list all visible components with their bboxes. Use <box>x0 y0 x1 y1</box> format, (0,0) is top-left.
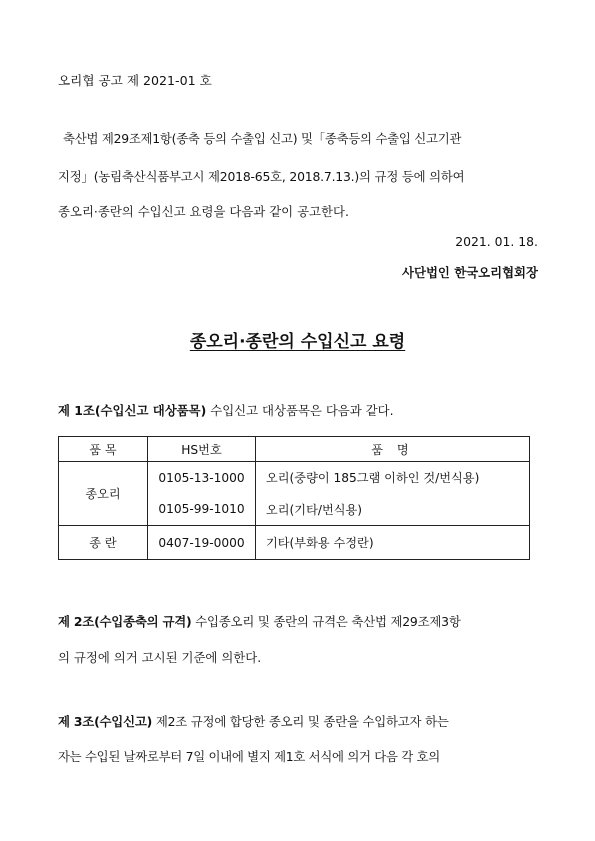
intro-line-3: 종오리·종란의 수입신고 요령을 다음과 같이 공고한다. <box>58 204 349 219</box>
hs-code-cell: 0105-99-1010 <box>148 494 256 526</box>
article-2-line-2: 의 규정에 의거 고시된 기준에 의한다. <box>58 650 262 665</box>
article-1-text: 수입신고 대상품목은 다음과 같다. <box>210 403 394 418</box>
table-header-row <box>59 437 530 462</box>
article-3-line-1 <box>58 712 449 730</box>
product-name-cell: 오리(기타/번식용) <box>256 494 530 526</box>
article-1 <box>58 401 394 419</box>
product-name-cell: 오리(중량이 185그램 이하인 것/번식용) <box>256 462 530 494</box>
product-name-cell: 기타(부화용 수정란) <box>256 526 530 560</box>
article-2-text: 수입종오리 및 종란의 규격은 축산법 제29조제3항 <box>195 614 461 629</box>
table-row <box>59 462 530 494</box>
article-2-line-1 <box>58 612 461 630</box>
hs-code-cell: 0407-19-0000 <box>148 526 256 560</box>
article-2-heading: 제 2조(수입종축의 규격) <box>58 614 192 629</box>
article-3-text: 제2조 규정에 합당한 종오리 및 종란을 수입하고자 하는 <box>155 714 449 729</box>
intro-line-1: 축산법 제29조제1항(종축 등의 수출입 신고) 및「종축등의 수출입 신고기관 <box>63 131 462 146</box>
issuer-name: 사단법인 한국오리협회장 <box>402 265 538 280</box>
header-product-name: 품 명 <box>256 437 530 462</box>
article-3-heading: 제 3조(수입신고) <box>58 714 153 729</box>
notice-number: 오리협 공고 제 2021-01 호 <box>58 73 212 88</box>
item-cell: 종오리 <box>59 462 148 526</box>
header-item: 품 목 <box>59 437 148 462</box>
document-title: 종오리·종란의 수입신고 요령 <box>189 332 406 352</box>
article-3-line-2: 자는 수입된 날짜로부터 7일 이내에 별지 제1호 서식에 의거 다음 각 호의 <box>58 749 440 764</box>
intro-line-2: 지정」(농림축산식품부고시 제2018-65호, 2018.7.13.)의 규정 등에 의하여 <box>58 169 465 184</box>
table-row <box>59 526 530 560</box>
item-cell: 종 란 <box>59 526 148 560</box>
hs-code-cell: 0105-13-1000 <box>148 462 256 494</box>
notice-date: 2021. 01. 18. <box>455 234 538 249</box>
header-hs-code: HS번호 <box>148 437 256 462</box>
article-1-heading: 제 1조(수입신고 대상품목) <box>58 403 207 418</box>
items-table <box>58 436 530 560</box>
